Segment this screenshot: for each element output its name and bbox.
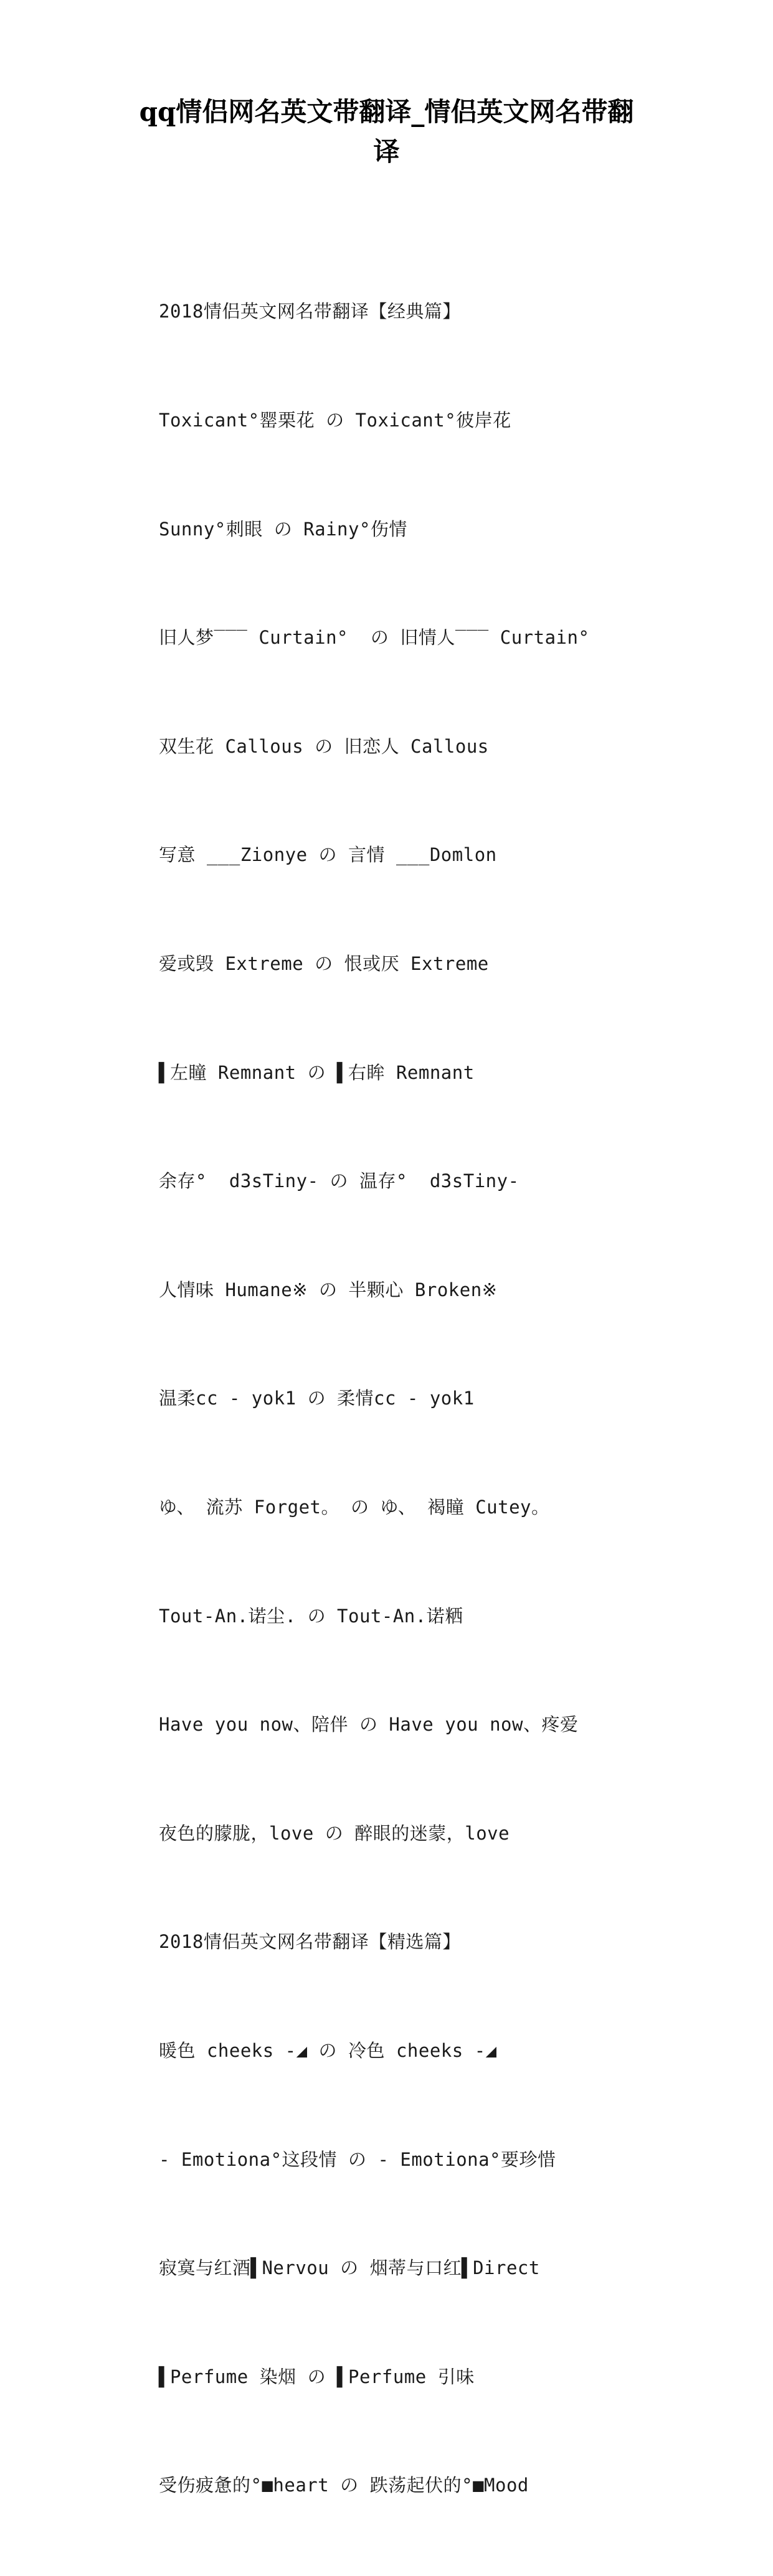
text-line: Toxicant°罂栗花 の Toxicant°彼岸花 (159, 410, 511, 431)
text-line: Sunny°刺眼 の Rainy°伤情 (159, 518, 407, 540)
text-line: Tout-An.诺尘. の Tout-An.诺粞 (159, 1605, 463, 1627)
document-title (93, 92, 680, 172)
text-line: 寂寞与红酒▌Nervou の 烟蒂与口红▌Direct (159, 2257, 540, 2279)
text-line: 旧人梦‾‾‾ Curtain° の 旧情人‾‾‾ Curtain° (159, 627, 590, 649)
text-line: ゆ、 流苏 Forget。 の ゆ、 褐瞳 Cutey。 (159, 1496, 550, 1518)
text-line: 余存° d3sTiny- の 温存° d3sTiny- (159, 1170, 519, 1192)
section-heading-selected: 2018情侣英文网名带翻译【精选篇】 (159, 1931, 461, 1953)
text-line: 写意 ___Zionye の 言情 ___Domlon (159, 844, 497, 866)
text-line: 爱或毁 Extreme の 恨或厌 Extreme (159, 952, 489, 974)
document-body (159, 221, 719, 2576)
text-line: 受伤疲惫的°■heart の 跌荡起伏的°■Mood (159, 2475, 529, 2496)
text-line: 暖色 cheeks -◢ の 冷色 cheeks -◢ (159, 2039, 497, 2061)
text-line: 温柔cc - yok1 の 柔情cc - yok1 (159, 1388, 475, 1409)
text-line: 夜色的朦胧，love の 醉眼的迷蒙，love (159, 1822, 510, 1844)
text-line: - Emotiona°这段情 の - Emotiona°要珍惜 (159, 2148, 556, 2170)
title-line-2: 译 (373, 136, 400, 167)
text-line: ▌Perfume 染烟 の ▌Perfume 引味 (159, 2366, 475, 2387)
text-line: 人情味 Humane※ の 半颗心 Broken※ (159, 1279, 498, 1300)
text-line: Have you now、陪伴 の Have you now、疼爱 (159, 1714, 579, 1736)
title-line-1: qq情侣网名英文带翻译_情侣英文网名带翻 (139, 96, 634, 127)
text-line: ▌左瞳 Remnant の ▌右眸 Remnant (159, 1061, 475, 1083)
section-heading-classic: 2018情侣英文网名带翻译【经典篇】 (159, 301, 461, 322)
text-line: 双生花 Callous の 旧恋人 Callous (159, 735, 489, 757)
